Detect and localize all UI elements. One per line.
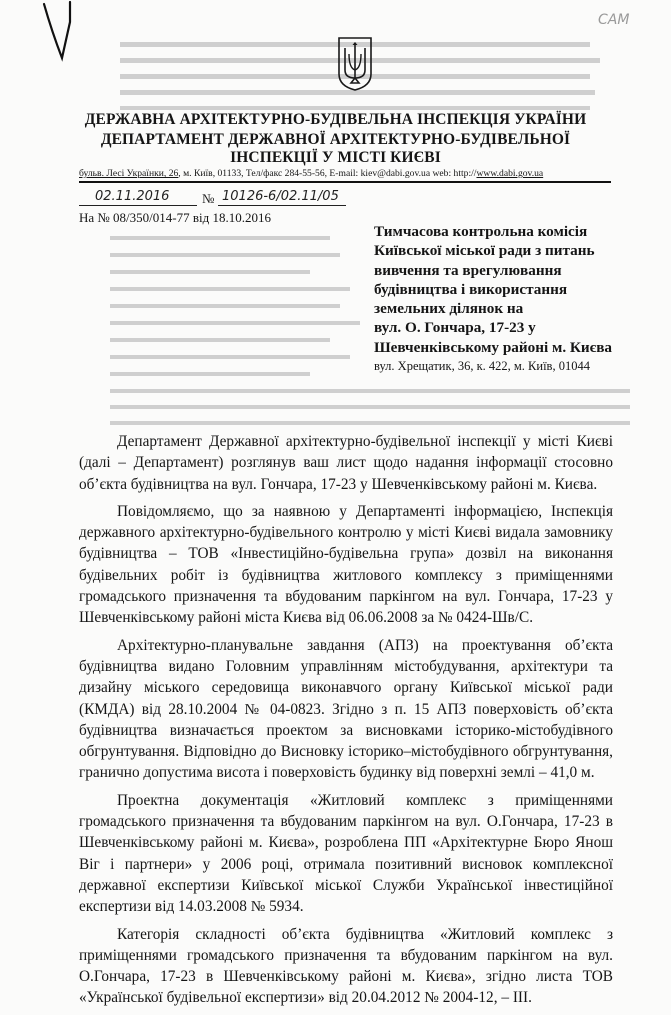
body-paragraph: Повідомляємо, що за наявною у Департаменті інформацією, Інспекція державного архітектурно-будівельного контролю у місті Києві видала замовнику будівництва – ТОВ «Інвестиційно-будівельна група» дозвіл на виконання будівельних робіт із будівництва житлового комплексу з приміщеннями громадського призначення та вбудованим паркінгом на вул. Гончара, 17-23 у Шевченківському районі міста Києва від 06.06.2008 за № 0424-Шв/С. bbox=[79, 502, 613, 627]
address-contacts: , м. Київ, 01133, Тел/факс 284-55-56, E-mail: kiev@dabi.gov.ua web: http:// bbox=[178, 168, 477, 179]
recipient-line: будівництва і використання bbox=[374, 280, 568, 298]
recipient-line: Тимчасова контрольна комісія bbox=[374, 223, 588, 240]
recipient-block bbox=[374, 222, 664, 375]
outgoing-number: 10126-6/02.11/05 bbox=[222, 189, 339, 204]
org-name-line-1: ДЕРЖАВНА АРХІТЕКТУРНО-БУДІВЕЛЬНА ІНСПЕКЦІЯ УКРАЇНИ bbox=[84, 111, 587, 128]
outgoing-number-label: № bbox=[202, 191, 215, 206]
outgoing-date-underline bbox=[79, 205, 197, 206]
recipient-line: вивчення та врегулювання bbox=[374, 261, 562, 279]
corner-handwritten-mark: САМ bbox=[598, 12, 630, 28]
body-paragraph: Проектна документація «Житловий комплекс з приміщеннями громадського призначення та вбудованим паркінгом на вул. О.Гончара, 17-23 в Шевченківському районі м. Києва», розроблена ПП «Архітектурне Бюро Янош Віг і партнери» у 2006 році, отримала позитивний висновок комплексної державної експертизи Київської міської Служби Української інвестиційної експертизи від 14.03.2008 № 5934. bbox=[79, 791, 613, 916]
coat-of-arms-trident-icon bbox=[337, 36, 373, 92]
recipient-line: земельних ділянок на bbox=[374, 300, 524, 318]
body-paragraph: Архітектурно-планувальне завдання (АПЗ) на проектування об’єкта будівництва видано Головним управлінням містобудування, архітектури та дизайну міського середовища виконавчого органу Київської міської ради (КМДА) від 28.10.2004 № 04-0823. Згідно з п. 15 АПЗ поверховість об’єкта будівництва визначається проектом за висновками історико-містобудівного обгрунтування. Відповідно до Висновку історико–містобудівного обгрунтування, гранично допустима висота і поверховість будинку від поверхні землі – 41,0 м. bbox=[79, 636, 613, 782]
handwritten-margin-stroke bbox=[40, 0, 90, 70]
recipient-line: Шевченківському районі м. Києва bbox=[374, 338, 613, 356]
address-website: www.dabi.gov.ua bbox=[476, 168, 544, 179]
recipient-line: Київської міської ради з питань bbox=[374, 242, 595, 260]
body-paragraph: Категорія складності об’єкта будівництва «Житловий комплекс з приміщеннями громадського призначення та вбудованим паркінгом на вул. О.Гончара, 17-23 в Шевченківському районі м. Києва», згідно листа ТОВ «Української будівельної експертизи» від 20.04.2012 № 2004-12, – ІІІ. bbox=[79, 925, 613, 1007]
reference-line: На № 08/350/014-77 від 18.10.2016 bbox=[79, 210, 271, 225]
letterhead-address bbox=[79, 168, 611, 183]
body-paragraph: Департамент Державної архітектурно-будівельної інспекції у місті Києві (далі – Департамент) розглянув ваш лист щодо надання інформації стосовно об’єкта будівництва на вул. Гончара, 17-23 у Шевченківському районі м. Києва. bbox=[79, 433, 613, 493]
address-street: бульв. Лесі Українки, 26 bbox=[79, 168, 179, 179]
outgoing-date: 02.11.2016 bbox=[95, 189, 170, 204]
letter-body bbox=[79, 431, 613, 1015]
recipient-address: вул. Хрещатик, 36, к. 422, м. Київ, 01044 bbox=[374, 359, 590, 374]
outgoing-number-underline bbox=[218, 205, 346, 206]
org-name-line-2: ДЕПАРТАМЕНТ ДЕРЖАВНОЇ АРХІТЕКТУРНО-БУДІВЕЛЬНОЇ bbox=[100, 131, 571, 148]
recipient-line: вул. О. Гончара, 17-23 у bbox=[374, 319, 536, 337]
org-name-line-3: ІНСПЕКЦІЇ У МІСТІ КИЄВІ bbox=[230, 149, 441, 166]
